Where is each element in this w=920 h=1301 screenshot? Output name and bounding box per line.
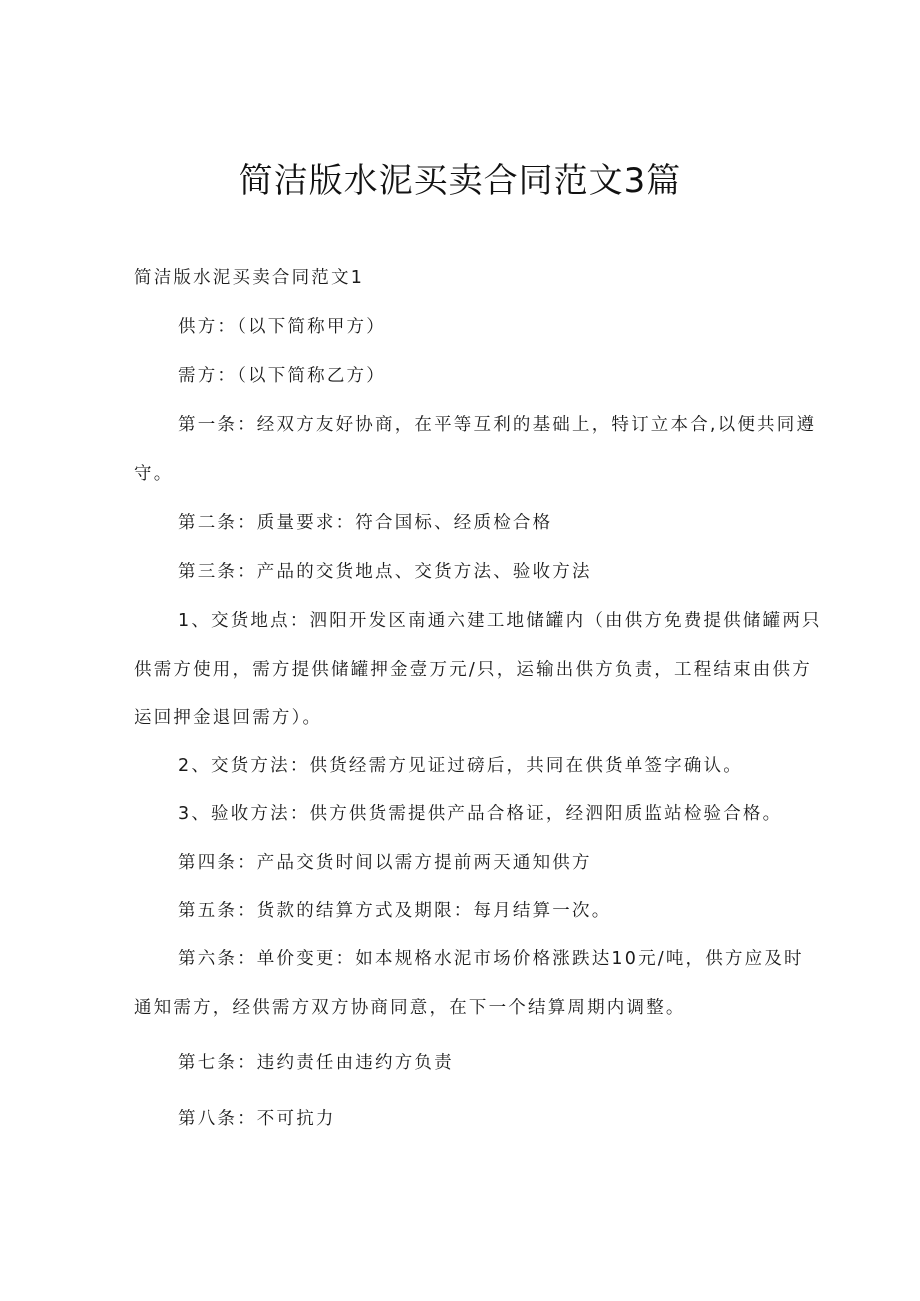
article-8: 第八条：不可抗力 <box>178 1109 336 1129</box>
item-1-line-1: 1、交货地点：泗阳开发区南通六建工地储罐内（由供方免费提供储罐两只 <box>178 611 822 631</box>
article-6-line-2: 通知需方，经供需方双方协商同意，在下一个结算周期内调整。 <box>134 998 686 1018</box>
article-6-line-1: 第六条：单价变更：如本规格水泥市场价格涨跌达10元/吨，供方应及时 <box>178 949 804 969</box>
article-3: 第三条：产品的交货地点、交货方法、验收方法 <box>178 562 592 582</box>
article-2: 第二条：质量要求：符合国标、经质检合格 <box>178 513 553 533</box>
item-1-line-3: 运回押金退回需方）。 <box>134 708 323 728</box>
item-2: 2、交货方法：供货经需方见证过磅后，共同在供货单签字确认。 <box>178 756 743 776</box>
article-5: 第五条：货款的结算方式及期限：每月结算一次。 <box>178 901 612 921</box>
article-4: 第四条：产品交货时间以需方提前两天通知供方 <box>178 853 592 873</box>
article-7: 第七条：违约责任由违约方负责 <box>178 1053 454 1073</box>
section-heading: 简洁版水泥买卖合同范文1 <box>134 268 365 288</box>
item-3: 3、验收方法：供方供货需提供产品合格证，经泗阳质监站检验合格。 <box>178 804 783 824</box>
document-title: 简洁版水泥买卖合同范文3篇 <box>238 161 682 201</box>
supplier-line: 供方：（以下简称甲方） <box>178 317 386 337</box>
article-1-line-2: 守。 <box>134 464 174 484</box>
buyer-line: 需方：（以下简称乙方） <box>178 366 386 386</box>
article-1-line-1: 第一条：经双方友好协商，在平等互利的基础上，特订立本合,以便共同遵 <box>178 415 817 435</box>
item-1-line-2: 供需方使用，需方提供储罐押金壹万元/只，运输出供方负责，工程结束由供方 <box>134 660 812 680</box>
